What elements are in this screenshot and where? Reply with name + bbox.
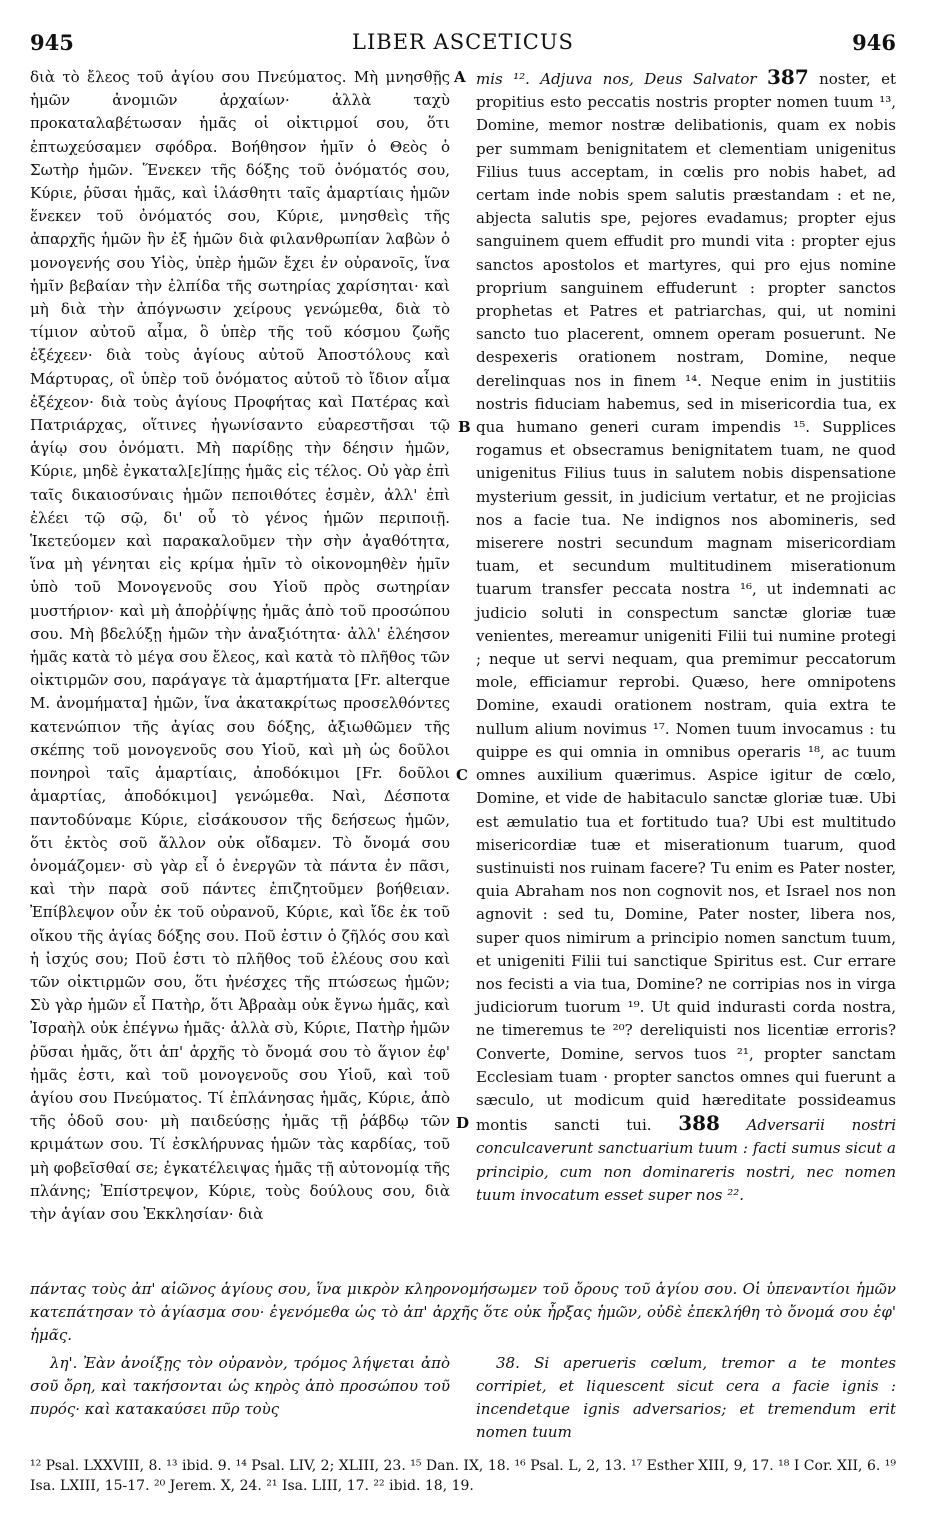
latin-text: [476, 66, 896, 1207]
footnotes: ¹² Psal. LXXVIII, 8. ¹³ ibid. 9. ¹⁴ Psal. LIV, 2; XLIII, 23. ¹⁵ Dan. IX, 18. ¹⁶ Psal. L, 2, 13. ¹⁷ Esther XIII, 9, 17. ¹⁸ I Cor. XII, 6. ¹⁹ Isa. LXIII, 15-17. ²⁰ Jerem. X, 24. ²¹ Isa. LIII, 17. ²² ibid. 18, 19.: [30, 1458, 896, 1494]
page-number-left: 945: [30, 30, 74, 55]
margin-number-387: 387: [766, 65, 809, 89]
section-38-latin: 38. Si aperueris cœlum, tremor a te montes corripiet, et liquescent sicut cera a facie ignis : incendetque ignis adversarios; et tremendum erit nomen tuum: [476, 1354, 896, 1441]
greek-column: [30, 66, 450, 1226]
margin-marker-a: A: [454, 68, 466, 86]
section-38-greek: λη'. Ἐὰν ἀνοίξῃς τὸν οὐρανὸν, τρόμος λήψεται ἀπὸ σοῦ ὄρη, καὶ τακήσονται ὡς κηρὸς ἀπὸ προσώπου τοῦ πυρός· καὶ κατακαύσει πῦρ τοὺς: [30, 1354, 450, 1418]
latin-text-end: Adversarii nostri conculcaverunt sanctuarium tuum : facti sumus sicut a principio, cum non dominareris nostri, nec nomen tuum invocatum esset super nos ²².: [476, 1116, 896, 1204]
greek-text: διὰ τὸ ἔλεος τοῦ ἁγίου σου Πνεύματος. Μὴ μνησθῇς ἡμῶν ἀνομιῶν ἀρχαίων· ἀλλὰ ταχὺ προκαταλαβέτωσαν ἡμᾶς οἱ οἰκτιρμοί σου, ὅτι ἐπτωχεύσαμεν σφόδρα. Βοήθησον ἡμῖν ὁ Θεὸς ὁ Σωτὴρ ἡμῶν. Ἕνεκεν τῆς δόξης τοῦ ὀνόματός σου, Κύριε, ῥῦσαι ἡμᾶς, καὶ ἱλάσθητι ταῖς ἁμαρτίαις ἡμῶν ἕνεκεν τοῦ ὀνόματός σου, Κύριε, μνησθεὶς τῆς ἀπαρχῆς ἡμῶν ἣν ἐξ ἡμῶν διὰ φιλανθρωπίαν λαβὼν ὁ μονογενής σου Υἱὸς, ὑπὲρ ἡμῶν ἔχει ἐν οὐρανοῖς, ἵνα ἡμῖν βεβαίαν τὴν ἐλπίδα τῆς σωτηρίας χαρίσηται· καὶ μὴ διὰ τὴν ἀπόγνωσιν χείρους γενώμεθα, διὰ τὸ τίμιον αὐτοῦ αἷμα, ὃ ὑπὲρ τῆς τοῦ κόσμου ζωῆς ἐξέχεεν· διὰ τοὺς ἁγίους αὐτοῦ Ἀποστόλους καὶ Μάρτυρας, οἳ ὑπὲρ τοῦ ὀνόματος αὐτοῦ τὸ ἴδιον αἷμα ἐξέχεον· διὰ τοὺς ἁγίους Προφήτας καὶ Πατέρας καὶ Πατριάρχας, οἵτινες ἠγωνίσαντο εὐαρεστῆσαι τῷ ἁγίῳ σου ὀνόματι. Μὴ παρίδῃς τὴν δέησιν ἡμῶν, Κύριε, μηδὲ ἐγκαταλ[ε]ίπῃς ἡμᾶς εἰς τέλος. Οὐ γὰρ ἐπὶ ταῖς δικαιοσύναις ἡμῶν πεποιθότες ἐσμὲν, ἀλλ' ἐπὶ ἐλέει τῷ σῷ, δι' οὗ τὸ γένος ἡμῶν περιποιῇ. Ἱκετεύομεν καὶ παρακαλοῦμεν τὴν σὴν ἀγαθότητα, ἵνα μὴ γένηται εἰς κρίμα ἡμῖν τὸ οἰκονομηθὲν ἡμῖν ὑπὸ τοῦ Μονογενοῦς σου Υἱοῦ πρὸς σωτηρίαν μυστήριον· καὶ μὴ ἀποῤῥίψῃς ἡμᾶς ἀπὸ τοῦ προσώπου σου. Μὴ βδελύξῃ ἡμῶν τὴν ἀναξιότητα· ἀλλ' ἐλέησον ἡμᾶς κατὰ τὸ μέγα σου ἔλεος, καὶ κατὰ τὸ πλῆθος τῶν οἰκτιρμῶν σου, παράγαγε τὰ ἁμαρτήματα [Fr. alterque M. ἀνομήματα] ἡμῶν, ἵνα ἀκατακρίτως προσελθόντες κατενώπιον τῆς ἁγίας σου δόξης, ἀξιωθῶμεν τῆς σκέπης τοῦ μονογενοῦς σου Υἱοῦ, καὶ μὴ ὡς δοῦλοι πονηροὶ ταῖς ἁμαρτίαις, ἀποδόκιμοι [Fr. δοῦλοι ἁμαρτίας, ἀποδόκιμοι] γενώμεθα. Ναὶ, Δέσποτα παντοδύναμε Κύριε, εἰσάκουσον τῆς δεήσεως ἡμῶν, ὅτι ἐκτὸς σοῦ ἄλλον οὐκ οἴδαμεν. Τὸ ὄνομά σου ὀνομάζομεν· σὺ γὰρ εἶ ὁ ἐνεργῶν τὰ πάντα ἐν πᾶσι, καὶ τὴν παρὰ σοῦ πάντες ἐπιζητοῦμεν βοήθειαν. Ἐπίβλεψον οὖν ἐκ τοῦ οὐρανοῦ, Κύριε, καὶ ἴδε ἐκ τοῦ οἴκου τῆς ἁγίας δόξης σου. Ποῦ ἐστιν ὁ ζῆλός σου καὶ ἡ ἰσχύς σου; Ποῦ ἐστι τὸ πλῆθος τοῦ ἐλέους σου καὶ τῶν οἰκτιρμῶν σου, ὅτι ἠνέσχες τῆς πτώσεως ἡμῶν; Σὺ γὰρ ἡμῶν εἶ Πατὴρ, ὅτι Ἀβραὰμ οὐκ ἔγνω ἡμᾶς, καὶ Ἰσραὴλ οὐκ ἐπέγνω ἡμᾶς· ἀλλὰ σὺ, Κύριε, Πατὴρ ἡμῶν ῥῦσαι ἡμᾶς, ὅτι ἀπ' ἀρχῆς τὸ ὄνομά σου τὸ ἅγιον ἐφ' ἡμᾶς ἐστι, καὶ τοῦ μονογενοῦς σου Υἱοῦ, καὶ τοῦ ἁγίου σου Πνεύματος. Τί ἐπλάνησας ἡμᾶς, Κύριε, ἀπὸ τῆς ὁδοῦ σου· μὴ παιδεύσῃς ἡμᾶς τῇ ῥάβδῳ τῶν κριμάτων σου. Τί ἐσκλήρυνας ἡμῶν τὰς καρδίας, τοῦ μὴ φοβεῖσθαί σε; ἐγκατέλειψας ἡμᾶς τῇ αὐτονομίᾳ τῆς πλάνης; Ἐπίστρεψον, Κύριε, τοὺς δούλους σου, διὰ τὴν ἁγίαν σου Ἐκκλησίαν· διὰ: [30, 68, 450, 1223]
running-title: LIBER ASCETICUS: [352, 30, 574, 54]
page-header: [30, 30, 896, 60]
margin-marker-d: D: [456, 1114, 470, 1132]
page-number-right: 946: [852, 30, 896, 55]
margin-number-388: 388: [678, 1111, 720, 1136]
latin-text-body: noster, et propitius esto peccatis nostris propter nomen tuum ¹³, Domine, memor nostræ delibationis, quam ex nobis per summam benignitatem et clementiam unigenitus Filius tuus acceptam, in cœlis pro nobis habet, ad certam inde nobis spem salutis præstandam : et ne, abjecta salutis spe, pejores evadamus; propter ejus sanguinem quem effudit pro mundi vita : propter ejus sanctos apostolos et martyres, qui pro ejus nomine proprium sanguinem effuderunt : propter sanctos prophetas et Patres et patriarchas, qui, ut nomini sancto tuo placerent, omnem operam posuerunt. Ne despexeris orationem nostram, Domine, neque derelinquas nos in finem ¹⁴. Neque enim in justitiis nostris fiduciam habemus, sed in misericordia tua, ex qua humano generi curam impendis ¹⁵. Supplices rogamus et obsecramus benignitatem tuam, ne quod unigenitus Filius tuus in salutem nobis dispensatione mysterium gessit, in judicium vertatur, et ne projicias nos a facie tua. Ne indignos nos abomineris, sed miserere nostri secundum magnam misericordiam tuam, et secundum multitudinem miserationum tuarum transfer peccata nostra ¹⁶, ut indemnati ac judicio soluti in conspectum sanctæ gloriæ tuæ venientes, mereamur unigeniti Filii tui numine protegi ; neque ut servi nequam, qua premimur peccatorum mole, efficiamur reprobi. Quæso, here omnipotens Domine, exaudi orationem nostram, quia extra te nullum alium novimus ¹⁷. Nomen tuum invocamus : tu quippe es qui omnia in omnibus operaris ¹⁸, ac tuum omnes auxilium quærimus. Aspice igitur de cœlo, Domine, et vide de habitaculo sanctæ gloriæ tuæ. Ubi est æmulatio tua et fortitudo tua? Ubi est multitudo misericordiæ tuæ et miserationum tuarum, quod sustinuisti nos ruinam facere? Tu enim es Pater noster, quia Abraham nos non cognovit nos, et Israel nos non agnovit : sed tu, Domine, Pater noster, libera nos, super quos nimirum a principio nomen sanctum tuum, et unigeniti Filii tui sanctique Spiritus est. Cur errare nos fecisti a via tua, Domine? ne corripias nos in virga judiciorum tuorum ¹⁹. Ut quid indurasti corda nostra, ne timeremus te ²⁰? dereliquisti nos licentiæ erroris? Converte, Domine, servos tuos ²¹, propter sanctam Ecclesiam tuam · propter sanctos omnes qui fuerunt a sæculo, ut modicum quid hæreditate possideamus montis sancti tui.: [476, 70, 896, 1135]
margin-marker-b: B: [458, 418, 471, 436]
latin-column: [476, 66, 896, 1207]
greek-continuation-line: πάντας τοὺς ἀπ' αἰῶνος ἁγίους σου, ἵνα μικρὸν κληρονομήσωμεν τοῦ ὄρους τοῦ ἁγίου σου. Οἱ ὑπεναντίοι ἡμῶν κατεπάτησαν τὸ ἁγίασμα σου· ἐγενόμεθα ὡς τὸ ἀπ' ἀρχῆς ὅτε οὐκ ἦρξας ἡμῶν, οὐδὲ ἐπεκλήθη τὸ ὄνομά σου ἐφ' ἡμᾶς.: [30, 1280, 896, 1344]
margin-marker-c: C: [456, 766, 468, 784]
latin-text-start: mis ¹². Adjuva nos, Deus Salvator: [476, 70, 757, 88]
